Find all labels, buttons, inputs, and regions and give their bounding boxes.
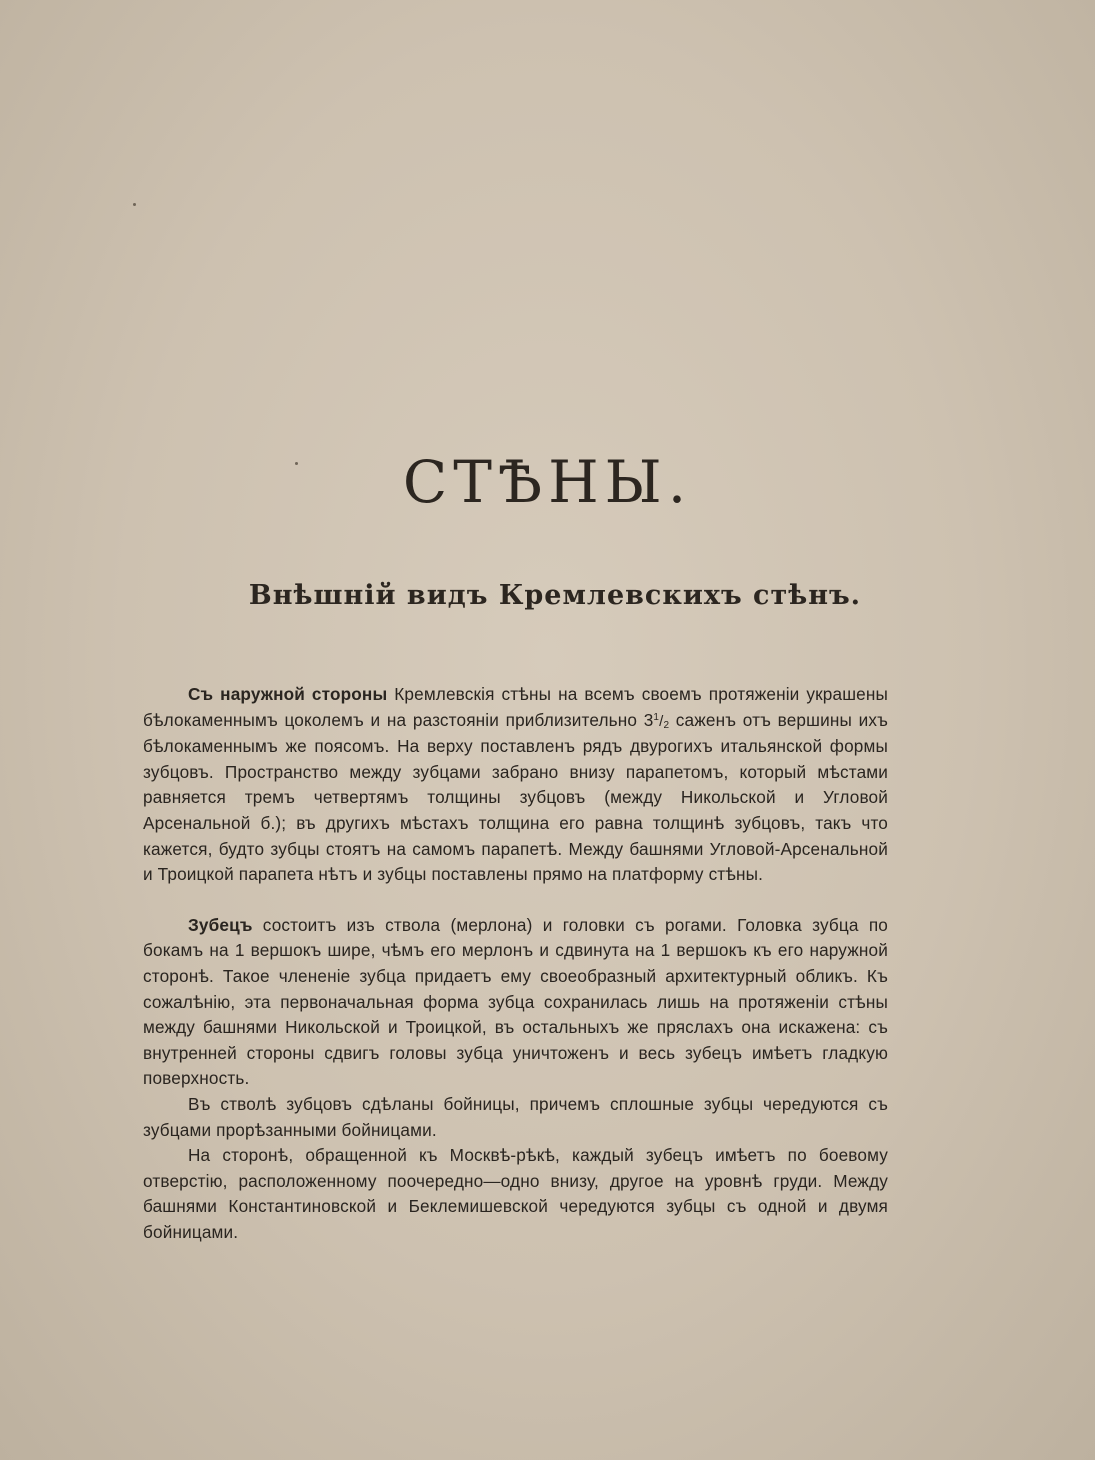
paper-speck — [295, 462, 298, 465]
paragraph-1-text-before-fraction: Кремлевскія стѣны на всемъ своемъ протяженіи украшены бѣлокаменнымъ цоколемъ и на разстояніи приблизительно 3 — [143, 684, 888, 730]
paper-speck — [133, 203, 136, 206]
paragraph-1 — [143, 682, 888, 888]
body-text — [143, 682, 888, 1245]
fraction-denominator: 2 — [663, 719, 670, 731]
paragraph-2 — [143, 913, 888, 1092]
paragraph-1-text-after-fraction: саженъ отъ вершины ихъ бѣлокаменнымъ же поясомъ. На верху поставленъ рядъ двурогихъ итальянской формы зубцовъ. Пространство между зубцами забрано внизу парапетомъ, который мѣстами равняется тремъ четвертямъ толщины зубцовъ (между Никольской и Угловой Арсенальной б.); въ другихъ мѣстахъ толщина его равна толщинѣ зубцовъ, такъ что кажется, будто зубцы стоятъ на самомъ парапетѣ. Между башнями Угловой-Арсенальной и Троицкой парапета нѣтъ и зубцы поставлены прямо на платформу стѣны. — [143, 709, 888, 885]
paragraph-3: Въ стволѣ зубцовъ сдѣланы бойницы, причемъ сплошные зубцы чередуются съ зубцами прорѣзанными бойницами. — [143, 1093, 888, 1140]
paragraph-2-lead: Зубецъ — [188, 914, 253, 935]
fraction-numerator: 1 — [653, 711, 660, 723]
fraction-slash: / — [659, 712, 664, 730]
page-title: СТѢНЫ. — [402, 448, 693, 516]
paragraph-1-lead: Съ наружной стороны — [188, 684, 388, 704]
section-subtitle: Внѣшній видъ Кремлевскихъ стѣнъ. — [248, 580, 862, 611]
paragraph-4: На сторонѣ, обращенной къ Москвѣ-рѣкѣ, каждый зубецъ имѣетъ по боевому отверстію, расположенному поочередно—одно внизу, другое на уровнѣ груди. Между башнями Константиновской и Беклемишевской чередуются зубцы съ одной и двумя бойницами. — [143, 1145, 888, 1242]
paragraph-2-text: состоитъ изъ ствола (мерлона) и головки съ рогами. Головка зубца по бокамъ на 1 вершокъ шире, чѣмъ его мерлонъ и сдвинута на 1 вершокъ къ его наружной сторонѣ. Такое члененіе зубца придаетъ ему своеобразный архитектурный обликъ. Къ сожалѣнію, эта первоначальная форма зубца сохранилась лишь на протяженіи стѣны между башнями Никольской и Троицкой, въ остальныхъ же пряслахъ она искажена: съ внутренней стороны сдвигъ головы зубца уничтоженъ и весь зубецъ имѣетъ гладкую поверхность. — [143, 914, 888, 1089]
